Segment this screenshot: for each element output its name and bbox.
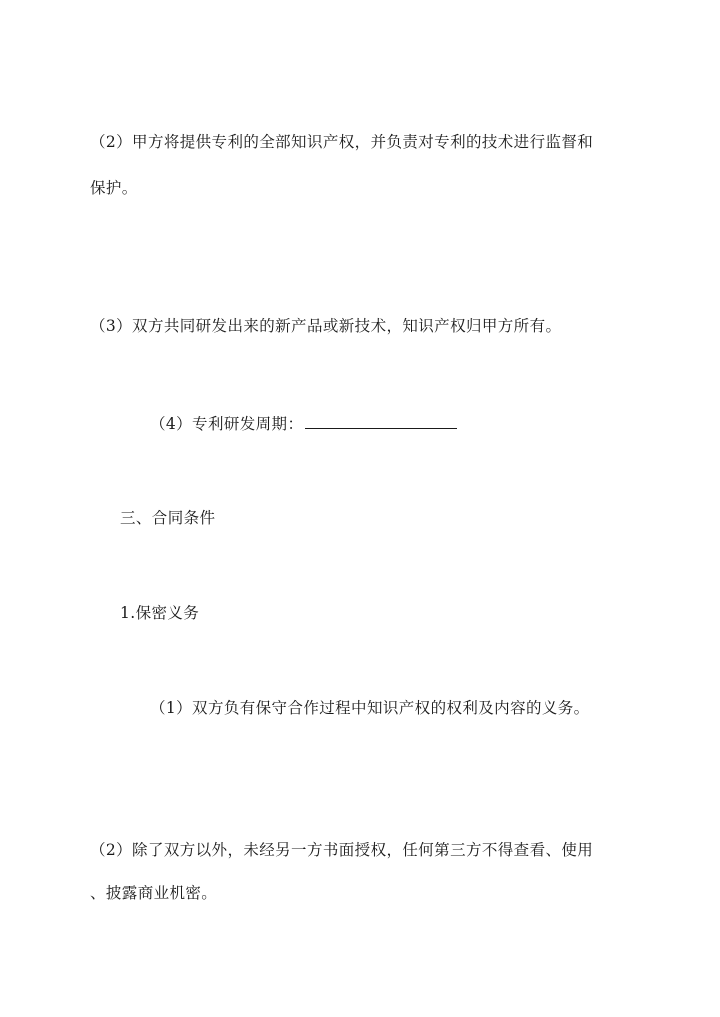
item-1-clause-1: （1）双方负有保守合作过程中知识产权的权利及内容的义务。 bbox=[150, 699, 590, 717]
item-1-clause-2-line-2: 、披露商业机密。 bbox=[90, 884, 218, 902]
section-3-title: 三、合同条件 bbox=[120, 509, 216, 527]
clause-2-line-2: 保护。 bbox=[90, 179, 138, 197]
item-1-clause-2-line-1: （2）除了双方以外，未经另一方书面授权，任何第三方不得查看、使用 bbox=[90, 841, 594, 859]
clause-4 bbox=[150, 413, 457, 434]
clause-3: （3）双方共同研发出来的新产品或新技术，知识产权归甲方所有。 bbox=[90, 317, 562, 335]
clause-4-label: （4）专利研发周期： bbox=[150, 415, 304, 433]
item-1-title: 1.保密义务 bbox=[120, 604, 200, 622]
fill-in-blank-line bbox=[305, 413, 457, 429]
clause-2-line-1: （2）甲方将提供专利的全部知识产权，并负责对专利的技术进行监督和 bbox=[90, 133, 594, 151]
